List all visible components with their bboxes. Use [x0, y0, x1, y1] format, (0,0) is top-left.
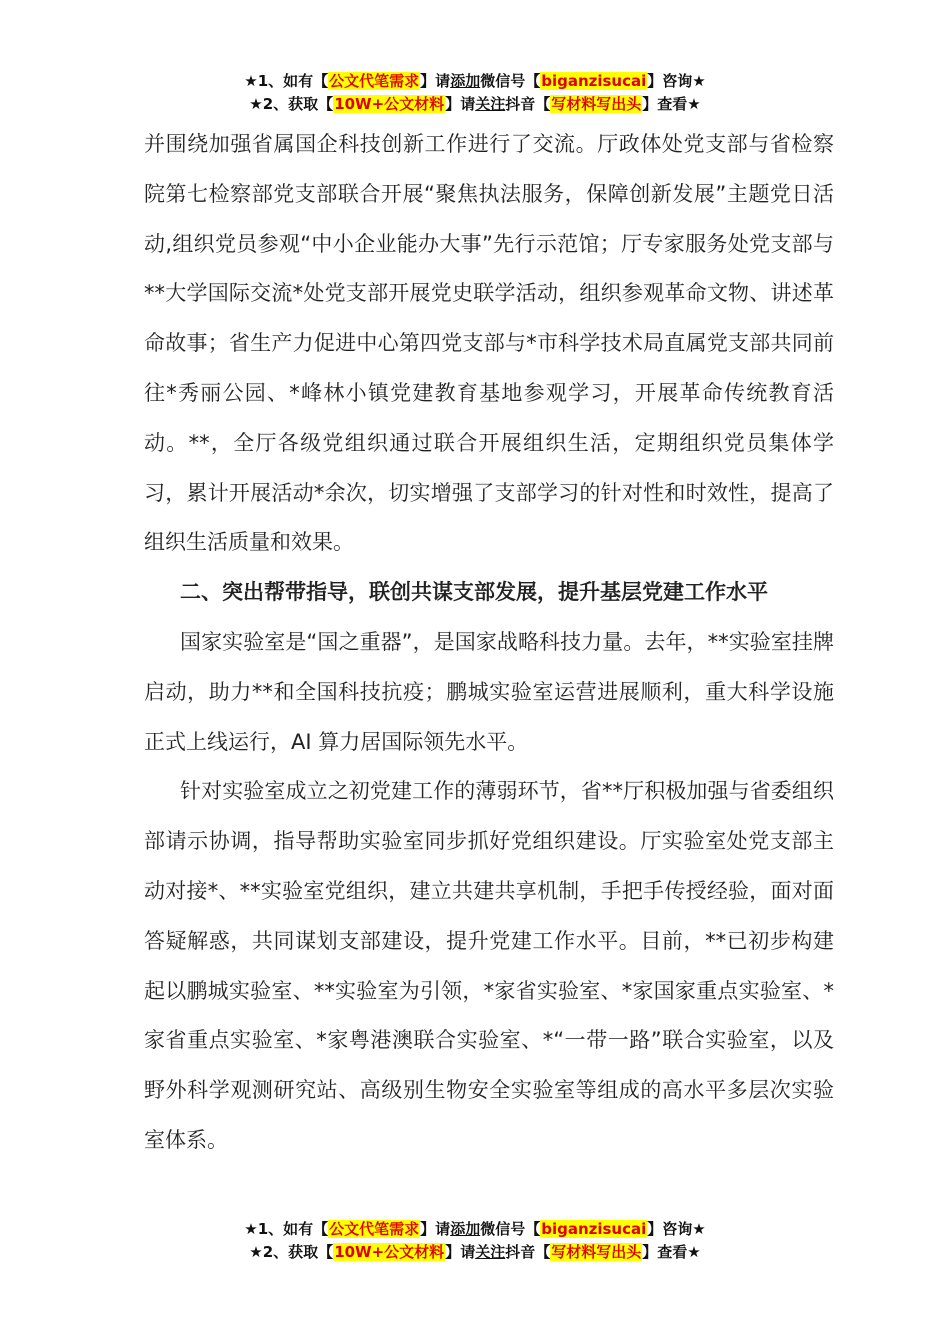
banner-highlight: 写材料写出头	[551, 95, 642, 113]
banner-underline: 关注	[475, 1243, 506, 1261]
top-banner	[0, 70, 950, 116]
banner-text: ★1、如有【	[244, 1220, 329, 1238]
banner-text: ★2、获取【	[249, 95, 334, 113]
banner-text: 】请	[420, 72, 451, 90]
banner-highlight: biganzisucai	[541, 1220, 647, 1238]
banner-line-2	[0, 93, 950, 116]
document-body	[144, 120, 834, 1166]
banner-text: 】请	[420, 1220, 451, 1238]
bottom-banner	[0, 1218, 950, 1264]
banner-line-1	[0, 1218, 950, 1241]
banner-text: 微信号【	[480, 72, 541, 90]
banner-text: 】咨询★	[647, 1220, 706, 1238]
banner-text: 抖音【	[505, 95, 551, 113]
banner-text: 微信号【	[480, 1220, 541, 1238]
banner-highlight: 10W+公文材料	[334, 95, 445, 113]
banner-highlight: biganzisucai	[541, 72, 647, 90]
banner-line-1	[0, 70, 950, 93]
section-heading: 二、突出帮带指导，联创共谋支部发展，提升基层党建工作水平	[180, 580, 768, 605]
banner-highlight: 10W+公文材料	[334, 1243, 445, 1261]
banner-text: 】查看★	[642, 1243, 701, 1261]
banner-text: 】请	[445, 95, 476, 113]
banner-text: ★1、如有【	[244, 72, 329, 90]
banner-underline: 关注	[475, 95, 506, 113]
paragraph: 针对实验室成立之初党建工作的薄弱环节，省**厅积极加强与省委组织部请示协调，指导帮助实验室同步抓好党组织建设。厅实验室处党支部主动对接*、**实验室党组织，建立共建共享机制，手把手传授经验，面对面答疑解惑，共同谋划支部建设，提升党建工作水平。目前，**已初步构建起以鹏城实验室、**实验室为引领，*家省实验室、*家国家重点实验室、*家省重点实验室、*家粤港澳联合实验室、*“一带一路”联合实验室，以及野外科学观测研究站、高级别生物安全实验室等组成的高水平多层次实验室体系。	[144, 779, 834, 1152]
paragraph-continued: 并围绕加强省属国企科技创新工作进行了交流。厅政体处党支部与省检察院第七检察部党支部联合开展“聚焦执法服务，保障创新发展”主题党日活动,组织党员参观“中小企业能办大事”先行示范馆；厅专家服务处党支部与**大学国际交流*处党支部开展党史联学活动，组织参观革命文物、讲述革命故事；省生产力促进中心第四党支部与*市科学技术局直属党支部共同前往*秀丽公园、*峰林小镇党建教育基地参观学习，开展革命传统教育活动。**，全厅各级党组织通过联合开展组织生活，定期组织党员集体学习，累计开展活动*余次，切实增强了支部学习的针对性和时效性，提高了组织生活质量和效果。	[144, 132, 834, 555]
banner-text: 】查看★	[642, 95, 701, 113]
banner-highlight: 公文代笔需求	[329, 72, 420, 90]
banner-text: 抖音【	[505, 1243, 551, 1261]
banner-text: 】请	[445, 1243, 476, 1261]
banner-underline: 添加	[450, 72, 481, 90]
banner-highlight: 公文代笔需求	[329, 1220, 420, 1238]
banner-highlight: 写材料写出头	[551, 1243, 642, 1261]
banner-text: ★2、获取【	[249, 1243, 334, 1261]
banner-line-2	[0, 1241, 950, 1264]
banner-underline: 添加	[450, 1220, 481, 1238]
paragraph: 国家实验室是“国之重器”，是国家战略科技力量。去年，**实验室挂牌启动，助力**和全国科技抗疫；鹏城实验室运营进展顺利，重大科学设施正式上线运行，AI 算力居国际领先水平。	[144, 629, 834, 754]
banner-text: 】咨询★	[647, 72, 706, 90]
